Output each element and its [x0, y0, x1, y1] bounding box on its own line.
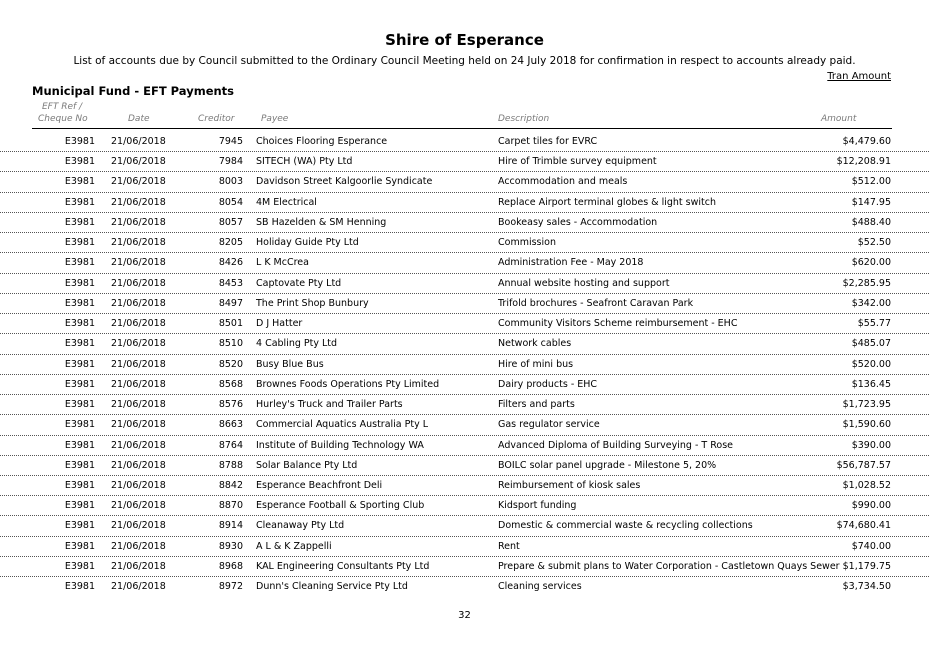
cell-description: Kidsport funding — [498, 500, 577, 512]
col-header-creditor: Creditor — [198, 114, 235, 124]
cell-ref: E3981 — [64, 338, 95, 350]
cell-creditor: 8663 — [218, 419, 243, 431]
cell-creditor: 8568 — [218, 378, 243, 390]
cell-description: Administration Fee - May 2018 — [498, 257, 644, 269]
cell-amount: $1,723.95 — [842, 399, 891, 411]
cell-creditor: 8501 — [218, 318, 243, 330]
cell-payee: Cleanaway Pty Ltd — [256, 520, 345, 532]
table-row — [0, 395, 929, 415]
cell-amount: $1,590.60 — [842, 419, 891, 431]
cell-creditor: 8764 — [218, 439, 243, 451]
cell-ref: E3981 — [64, 318, 95, 330]
cell-description: Reimbursement of kiosk sales — [498, 479, 641, 491]
cell-payee: Esperance Football & Sporting Club — [256, 500, 425, 512]
page-subtitle: List of accounts due by Council submitted to the Ordinary Council Meeting held on 24 July 2018 for confirmation in respect to accounts already paid. — [73, 55, 856, 67]
cell-date: 21/06/2018 — [111, 399, 166, 411]
cell-amount: $56,787.57 — [836, 459, 891, 471]
table-row — [0, 355, 929, 375]
cell-payee: Hurley's Truck and Trailer Parts — [256, 399, 403, 411]
table-row — [0, 172, 929, 192]
cell-description: Domestic & commercial waste & recycling collections — [498, 520, 753, 532]
cell-ref: E3981 — [64, 581, 95, 593]
cell-ref: E3981 — [64, 459, 95, 471]
cell-creditor: 8510 — [218, 338, 243, 350]
cell-payee: Choices Flooring Esperance — [256, 136, 388, 147]
cell-description: Hire of mini bus — [498, 358, 574, 370]
col-header-date: Date — [128, 114, 150, 124]
cell-payee: SB Hazelden & SM Henning — [256, 216, 387, 228]
cell-ref: E3981 — [64, 297, 95, 309]
cell-amount: $485.07 — [851, 338, 891, 350]
cell-description: Trifold brochures - Seafront Caravan Park — [498, 297, 694, 309]
tran-amount-label: Tran Amount — [827, 71, 891, 82]
cell-date: 21/06/2018 — [111, 237, 166, 249]
table-row — [0, 213, 929, 233]
cell-date: 21/06/2018 — [111, 257, 166, 269]
page-number: 32 — [458, 610, 471, 621]
cell-date: 21/06/2018 — [111, 540, 166, 552]
cell-ref: E3981 — [64, 479, 95, 491]
col-header-amount: Amount — [821, 114, 857, 124]
cell-creditor: 8914 — [218, 520, 243, 532]
page-title: Shire of Esperance — [385, 31, 544, 49]
table-row — [0, 193, 929, 213]
cell-date: 21/06/2018 — [111, 358, 166, 370]
table-row — [0, 152, 929, 172]
cell-date: 21/06/2018 — [111, 216, 166, 228]
table-row — [0, 314, 929, 334]
cell-payee: Institute of Building Technology WA — [256, 439, 424, 451]
cell-ref: E3981 — [64, 439, 95, 451]
table-row — [0, 294, 929, 314]
cell-payee: L K McCrea — [256, 257, 309, 269]
cell-description: Rent — [498, 540, 520, 552]
cell-date: 21/06/2018 — [111, 500, 166, 512]
cell-creditor: 8930 — [218, 540, 243, 552]
header-divider — [32, 128, 892, 129]
cell-date: 21/06/2018 — [111, 479, 166, 491]
cell-creditor: 8870 — [218, 500, 243, 512]
cell-creditor: 8054 — [218, 196, 243, 208]
cell-ref: E3981 — [64, 540, 95, 552]
cell-amount: $52.50 — [857, 237, 891, 249]
cell-payee: 4 Cabling Pty Ltd — [256, 338, 338, 350]
cell-amount: $620.00 — [851, 257, 891, 269]
cell-creditor: 8205 — [218, 237, 243, 249]
cell-creditor: 8426 — [218, 257, 243, 269]
cell-description: Bookeasy sales - Accommodation — [498, 216, 658, 228]
cell-creditor: 8057 — [218, 216, 243, 228]
table-row — [0, 516, 929, 536]
cell-creditor: 8520 — [218, 358, 243, 370]
cell-amount: $990.00 — [851, 500, 891, 512]
col-header-description: Description — [498, 114, 550, 124]
cell-date: 21/06/2018 — [111, 419, 166, 431]
cell-amount: $55.77 — [857, 318, 891, 330]
cell-description: Annual website hosting and support — [498, 277, 670, 289]
cell-ref: E3981 — [64, 419, 95, 431]
cell-payee: Busy Blue Bus — [256, 358, 324, 370]
cell-amount: $512.00 — [851, 176, 891, 188]
cell-payee: Commercial Aquatics Australia Pty L — [256, 419, 429, 431]
cell-ref: E3981 — [64, 196, 95, 208]
cell-date: 21/06/2018 — [111, 560, 166, 572]
table-row — [0, 415, 929, 435]
cell-payee: KAL Engineering Consultants Pty Ltd — [256, 560, 430, 572]
cell-payee: Esperance Beachfront Deli — [256, 479, 383, 491]
cell-description: BOILC solar panel upgrade - Milestone 5, 20% — [498, 459, 717, 471]
cell-amount: $1,028.52 — [842, 479, 891, 491]
cell-date: 21/06/2018 — [111, 338, 166, 350]
cell-date: 21/06/2018 — [111, 156, 166, 168]
cell-description: Commission — [498, 237, 556, 249]
cell-creditor: 8576 — [218, 399, 243, 411]
cell-payee: A L & K Zappelli — [256, 540, 332, 552]
cell-creditor: 7984 — [218, 156, 243, 168]
cell-amount: $74,680.41 — [836, 520, 891, 532]
cell-amount: $147.95 — [851, 196, 891, 208]
cell-creditor: 8968 — [218, 560, 243, 572]
table-row — [0, 436, 929, 456]
cell-creditor: 8497 — [218, 297, 243, 309]
cell-creditor: 8003 — [218, 176, 243, 188]
table-row — [0, 496, 929, 516]
cell-ref: E3981 — [64, 520, 95, 532]
cell-description: Prepare & submit plans to Water Corporation - Castletown Quays Sewer — [498, 560, 840, 572]
cell-date: 21/06/2018 — [111, 277, 166, 289]
cell-payee: D J Hatter — [256, 318, 303, 330]
table-row — [0, 233, 929, 253]
cell-ref: E3981 — [64, 500, 95, 512]
cell-ref: E3981 — [64, 399, 95, 411]
cell-description: Advanced Diploma of Building Surveying - T Rose — [498, 439, 734, 451]
cell-date: 21/06/2018 — [111, 581, 166, 593]
table-row — [0, 557, 929, 577]
cell-amount: $3,734.50 — [842, 581, 891, 593]
cell-description: Accommodation and meals — [498, 176, 628, 188]
cell-description: Dairy products - EHC — [498, 378, 598, 390]
cell-creditor: 7945 — [218, 136, 243, 147]
cell-creditor: 8842 — [218, 479, 243, 491]
cell-amount: $12,208.91 — [836, 156, 891, 168]
cell-amount: $342.00 — [851, 297, 891, 309]
table-row — [0, 577, 929, 597]
cell-payee: Holiday Guide Pty Ltd — [256, 237, 359, 249]
table-row — [0, 132, 929, 152]
cell-payee: Solar Balance Pty Ltd — [256, 459, 358, 471]
cell-ref: E3981 — [64, 277, 95, 289]
cell-ref: E3981 — [64, 136, 95, 147]
cell-date: 21/06/2018 — [111, 136, 166, 147]
cell-ref: E3981 — [64, 176, 95, 188]
col-header-payee: Payee — [261, 114, 289, 124]
cell-amount: $520.00 — [851, 358, 891, 370]
cell-payee: 4M Electrical — [256, 196, 317, 208]
col-header-ref-line2: Cheque No — [38, 114, 88, 124]
cell-payee: Dunn's Cleaning Service Pty Ltd — [256, 581, 408, 593]
cell-payee: Davidson Street Kalgoorlie Syndicate — [256, 176, 433, 188]
table-row — [0, 537, 929, 557]
cell-ref: E3981 — [64, 560, 95, 572]
cell-description: Community Visitors Scheme reimbursement - EHC — [498, 318, 738, 330]
table-row — [0, 334, 929, 354]
payments-table — [0, 132, 929, 597]
cell-date: 21/06/2018 — [111, 378, 166, 390]
cell-description: Network cables — [498, 338, 572, 350]
cell-description: Cleaning services — [498, 581, 582, 593]
cell-payee: Captovate Pty Ltd — [256, 277, 342, 289]
cell-description: Hire of Trimble survey equipment — [498, 156, 657, 168]
cell-payee: The Print Shop Bunbury — [256, 297, 369, 309]
cell-description: Gas regulator service — [498, 419, 600, 431]
cell-creditor: 8788 — [218, 459, 243, 471]
cell-date: 21/06/2018 — [111, 459, 166, 471]
table-row — [0, 476, 929, 496]
cell-amount: $1,179.75 — [842, 560, 891, 572]
cell-description: Filters and parts — [498, 399, 575, 411]
section-heading: Municipal Fund - EFT Payments — [32, 84, 235, 98]
cell-ref: E3981 — [64, 156, 95, 168]
cell-date: 21/06/2018 — [111, 318, 166, 330]
cell-amount: $488.40 — [851, 216, 891, 228]
table-row — [0, 253, 929, 273]
table-row — [0, 375, 929, 395]
cell-amount: $4,479.60 — [842, 136, 891, 147]
cell-date: 21/06/2018 — [111, 439, 166, 451]
cell-payee: SITECH (WA) Pty Ltd — [256, 156, 353, 168]
cell-amount: $136.45 — [851, 378, 891, 390]
cell-payee: Brownes Foods Operations Pty Limited — [256, 378, 440, 390]
cell-ref: E3981 — [64, 378, 95, 390]
cell-ref: E3981 — [64, 237, 95, 249]
table-row — [0, 274, 929, 294]
cell-date: 21/06/2018 — [111, 520, 166, 532]
cell-ref: E3981 — [64, 358, 95, 370]
cell-description: Carpet tiles for EVRC — [498, 136, 598, 147]
cell-amount: $390.00 — [851, 439, 891, 451]
cell-description: Replace Airport terminal globes & light switch — [498, 196, 716, 208]
col-header-ref-line1: EFT Ref / — [42, 102, 83, 112]
cell-creditor: 8972 — [218, 581, 243, 593]
table-row — [0, 456, 929, 476]
cell-date: 21/06/2018 — [111, 297, 166, 309]
cell-date: 21/06/2018 — [111, 196, 166, 208]
cell-date: 21/06/2018 — [111, 176, 166, 188]
cell-ref: E3981 — [64, 257, 95, 269]
cell-amount: $740.00 — [851, 540, 891, 552]
cell-amount: $2,285.95 — [842, 277, 891, 289]
cell-ref: E3981 — [64, 216, 95, 228]
cell-creditor: 8453 — [218, 277, 243, 289]
